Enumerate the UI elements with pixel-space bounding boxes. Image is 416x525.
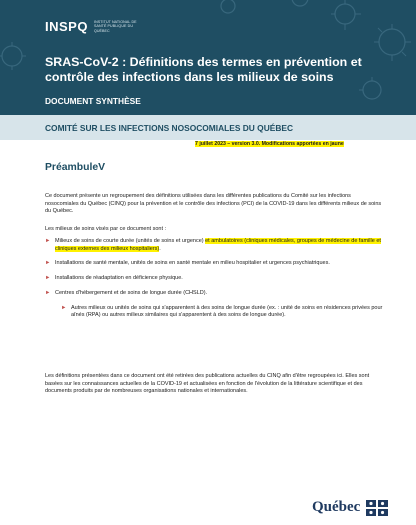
list-item-text-end: . <box>159 245 161 252</box>
fleur-de-lis-flag-icon <box>366 500 388 516</box>
inspq-logo <box>45 19 138 34</box>
committee-bar <box>0 115 416 140</box>
sub-list-item <box>61 305 385 320</box>
triangle-bullet-icon: ► <box>45 238 51 244</box>
list-item <box>45 238 385 253</box>
header-banner <box>0 0 416 115</box>
intro-paragraph: Ce document présente un regroupement des définitions utilisées dans les différentes publications du Comité sur les infections nosocomiales du Québec (CINQ) pour la prévention et le contrôle des infections (PCI) de la COVID-19 dans les différents milieux de soins du Québec. <box>45 193 382 215</box>
list-item-text: Installations de santé mentale, unités de soins en santé mentale en milieu hospitalier et urgences psychiatriques. <box>55 260 330 267</box>
list-lead: Les milieux de soins visés par ce document sont : <box>45 226 167 232</box>
document-title: SRAS-CoV-2 : Définitions des termes en prévention et contrôle des infections dans les milieux de soins <box>45 55 362 84</box>
triangle-bullet-icon: ► <box>45 260 51 267</box>
document-type: DOCUMENT SYNTHÈSE <box>45 96 141 106</box>
list-item-text: Milieux de soins de courte durée (unités de soins et urgence) <box>55 238 206 244</box>
quebec-wordmark: Québec <box>312 499 361 515</box>
list-item-text: Autres milieux ou unités de soins qui s'apparentent à des soins de longue durée (ex. : unité de soins en résidences privées pour aînés (RPA) ou autres milieux similaires qui s'apparentent à des soins de longue durée). <box>71 304 383 319</box>
list-item <box>45 275 385 283</box>
quebec-government-logo <box>312 499 388 516</box>
list-item-text: Centres d'hébergement et de soins de longue durée (CHSLD). <box>55 289 208 296</box>
list-item-text: Installations de réadaptation en déficience physique. <box>55 275 183 282</box>
closing-paragraph: Les définitions présentées dans ce document ont été retirées des publications actuelles du CINQ afin d'être regroupées ici. Elles sont basées sur les connaissances actuelles de la COVID-19 et actualisées en fonction de l'évolution de la littérature scientifique et des documents produits par de nombreuses organisations nationales et internationales. <box>45 373 370 395</box>
list-item <box>45 260 385 268</box>
logo-text: INSPQ <box>45 19 88 34</box>
triangle-bullet-icon: ► <box>61 304 67 311</box>
section-title: PréambuleV <box>45 162 106 173</box>
highlighted-text: et ambulatoires (cliniques médicales, groupes de médecine de famille et cliniques externes des milieux hospitaliers) <box>55 238 381 252</box>
committee-name: COMITÉ SUR LES INFECTIONS NOSOCOMIALES DU QUÉBEC <box>45 123 294 133</box>
triangle-bullet-icon: ► <box>45 275 51 282</box>
logo-subtitle: INSTITUT NATIONAL DE SANTÉ PUBLIQUE DU QUÉBEC <box>93 20 137 33</box>
triangle-bullet-icon: ► <box>45 289 51 296</box>
settings-list <box>45 238 385 327</box>
version-note: 7 juillet 2023 – version 3.0. Modifications apportées en jaune <box>195 141 344 147</box>
list-item <box>45 290 385 298</box>
